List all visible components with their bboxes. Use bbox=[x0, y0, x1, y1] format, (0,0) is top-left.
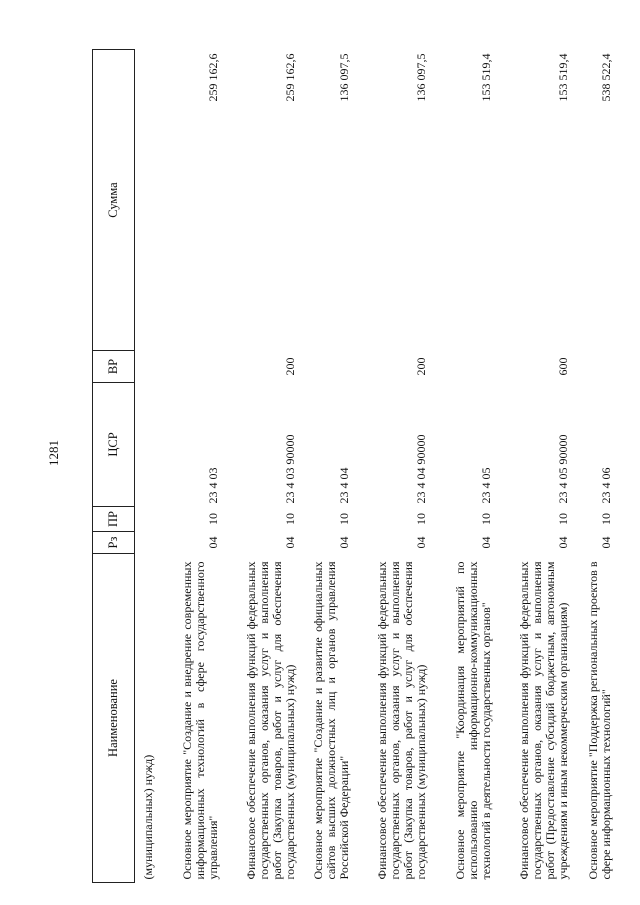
row-sum: 153 519,4 bbox=[556, 53, 570, 102]
page-number: 1281 bbox=[46, 440, 61, 466]
row-name: Основное мероприятие "Создание и внедрение современных информационных технологий в сфере государственного управления" bbox=[180, 561, 220, 880]
budget-table-container bbox=[92, 50, 613, 883]
table-row bbox=[573, 50, 616, 883]
header-csr: ЦСР bbox=[93, 383, 135, 507]
row-sum: 136 097,5 bbox=[337, 53, 351, 102]
row-sum: 153 519,4 bbox=[479, 53, 493, 102]
table-row bbox=[300, 50, 354, 883]
row-csr: 23 4 03 bbox=[206, 467, 220, 504]
header-pr: ПР bbox=[93, 507, 135, 532]
row-name: Основное мероприятие "Координация мероприятий по использованию информационно-коммуникационных технологий в деятельности государственных органов" bbox=[453, 561, 493, 880]
table-row bbox=[431, 50, 496, 883]
row-csr: 23 4 05 bbox=[479, 467, 493, 504]
header-rz: Рз bbox=[93, 532, 135, 554]
header-sum: Сумма bbox=[93, 50, 135, 351]
row-pr: 10 bbox=[479, 513, 493, 525]
table-row bbox=[158, 50, 223, 883]
row-pr: 10 bbox=[414, 513, 428, 525]
row-csr: 23 4 05 90000 bbox=[556, 434, 570, 504]
table-row bbox=[135, 50, 159, 883]
row-vr bbox=[573, 351, 616, 383]
row-sum: 538 522,4 bbox=[599, 53, 613, 102]
table-row bbox=[354, 50, 431, 883]
row-rz: 04 bbox=[479, 536, 493, 549]
row-rz: 04 bbox=[283, 536, 297, 549]
row-rz: 04 bbox=[556, 536, 570, 549]
row-vr: 600 bbox=[556, 357, 570, 376]
row-rz: 04 bbox=[337, 536, 351, 549]
row-name: (муниципальных) нужд) bbox=[141, 754, 155, 880]
row-pr: 10 bbox=[283, 513, 297, 525]
row-pr: 10 bbox=[556, 513, 570, 525]
row-rz: 04 bbox=[206, 536, 220, 549]
row-pr: 10 bbox=[599, 513, 613, 525]
table-row bbox=[496, 50, 573, 883]
header-name: Наименование bbox=[93, 554, 135, 883]
row-name: Основное мероприятие "Создание и развитие официальных сайтов высших должностных лиц и органов управления Российской Федерации" bbox=[311, 561, 351, 880]
row-csr: 23 4 03 90000 bbox=[283, 434, 297, 504]
row-name: Финансовое обеспечение выполнения функций федеральных государственных органов, оказания услуг и выполнения работ (Предоставление субсидий бюджетным, автономным учреждениям и иным некоммерческим организациям) bbox=[517, 561, 570, 880]
header-vr: ВР bbox=[93, 351, 135, 383]
row-vr: 200 bbox=[414, 357, 428, 376]
row-vr: 200 bbox=[283, 357, 297, 376]
table-header-row bbox=[93, 50, 135, 883]
row-vr bbox=[431, 351, 496, 383]
row-vr bbox=[135, 351, 159, 383]
row-name: Финансовое обеспечение выполнения функций федеральных государственных органов, оказания услуг и выполнения работ (Закупка товаров, работ и услуг для обеспечения государственных (муниципальных) нужд) bbox=[244, 561, 297, 880]
table-row bbox=[223, 50, 300, 883]
budget-table bbox=[92, 49, 616, 883]
row-sum: 136 097,5 bbox=[414, 53, 428, 102]
row-rz: 04 bbox=[414, 536, 428, 549]
row-vr bbox=[300, 351, 354, 383]
row-csr: 23 4 04 90000 bbox=[414, 434, 428, 504]
row-rz: 04 bbox=[599, 536, 613, 549]
row-sum bbox=[135, 50, 159, 351]
row-pr: 10 bbox=[337, 513, 351, 525]
row-pr: 10 bbox=[206, 513, 220, 525]
row-csr: 23 4 04 bbox=[337, 467, 351, 504]
row-sum: 259 162,6 bbox=[283, 53, 297, 102]
row-vr bbox=[158, 351, 223, 383]
row-name: Основное мероприятие "Поддержка региональных проектов в сфере информационных технологий" bbox=[586, 561, 613, 880]
row-csr: 23 4 06 bbox=[599, 467, 613, 504]
row-name: Финансовое обеспечение выполнения функций федеральных государственных органов, оказания услуг и выполнения работ (Закупка товаров, работ и услуг для обеспечения государственных (муниципальных) нужд) bbox=[375, 561, 428, 880]
row-rz bbox=[135, 532, 159, 554]
row-csr bbox=[135, 383, 159, 507]
row-sum: 259 162,6 bbox=[206, 53, 220, 102]
row-pr bbox=[135, 507, 159, 532]
